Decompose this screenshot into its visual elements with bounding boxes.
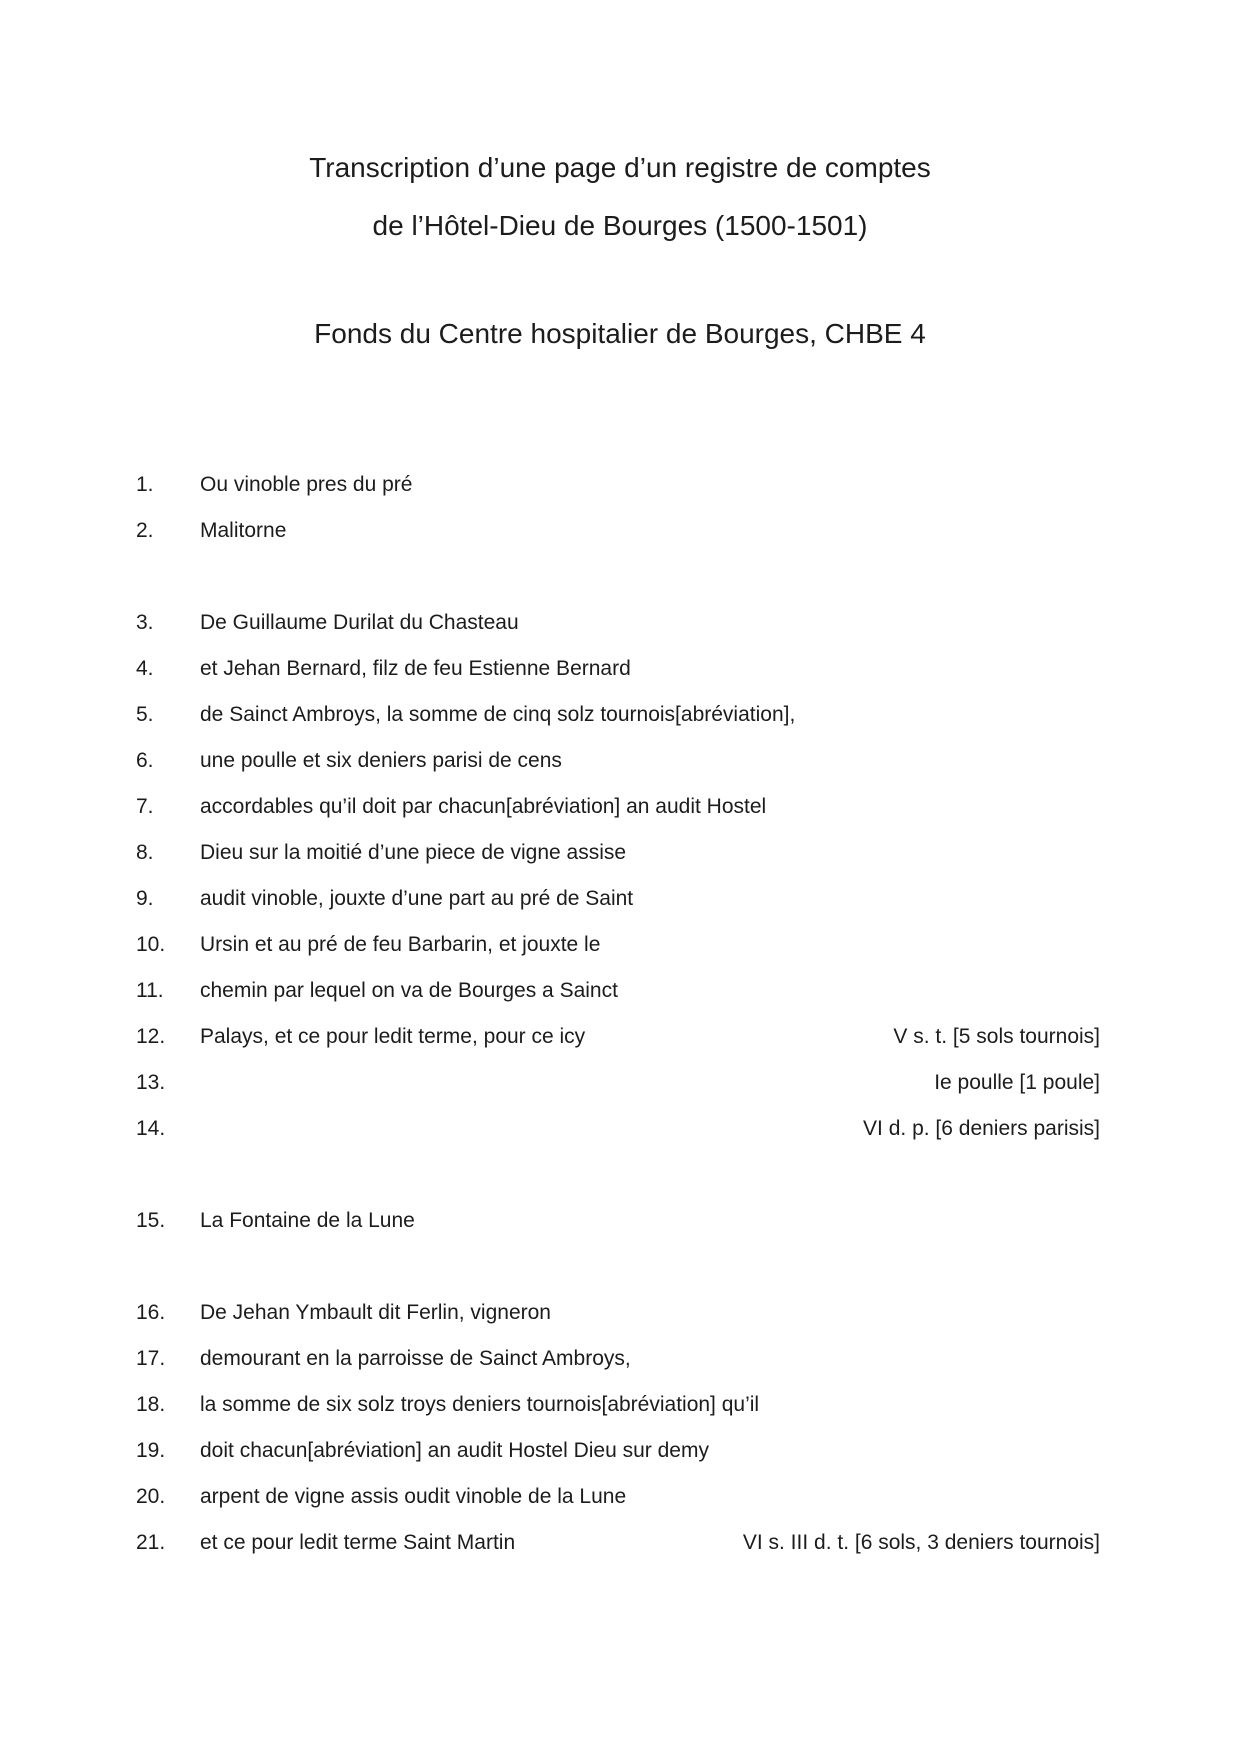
line-text: Dieu sur la moitié d’une piece de vigne assise	[200, 841, 627, 864]
transcription-line-1	[136, 470, 1100, 500]
document-title-line-1: Transcription d’une page d’un registre de comptes	[309, 152, 931, 183]
transcription-line-21	[136, 1528, 1100, 1558]
line-text: et Jehan Bernard, filz de feu Estienne Bernard	[200, 657, 631, 680]
transcription-line-12	[136, 1022, 1100, 1052]
line-number: 19.	[136, 1439, 166, 1462]
line-number: 20.	[136, 1485, 166, 1508]
line-text: La Fontaine de la Lune	[200, 1209, 415, 1232]
line-text: accordables qu’il doit par chacun[abréviation] an audit Hostel	[200, 795, 767, 818]
line-text: et ce pour ledit terme Saint Martin	[200, 1531, 516, 1554]
line-text: la somme de six solz troys deniers tournois[abréviation] qu’il	[200, 1393, 760, 1416]
line-number: 15.	[136, 1209, 166, 1232]
transcription-line-19	[136, 1436, 1100, 1466]
transcription-line-13	[136, 1068, 1100, 1098]
line-number: 8.	[136, 841, 154, 864]
document-subtitle: Fonds du Centre hospitalier de Bourges, CHBE 4	[314, 318, 926, 349]
transcription-line-14	[136, 1114, 1100, 1144]
line-number: 17.	[136, 1347, 166, 1370]
line-text: audit vinoble, jouxte d’une part au pré de Saint	[200, 887, 634, 910]
transcription-line-15	[136, 1206, 1100, 1236]
line-text: Ursin et au pré de feu Barbarin, et jouxte le	[200, 933, 601, 956]
line-number: 1.	[136, 473, 154, 496]
line-number: 3.	[136, 611, 154, 634]
line-number: 9.	[136, 887, 154, 910]
line-number: 16.	[136, 1301, 166, 1324]
transcription-line-10	[136, 930, 1100, 960]
line-amount: VI s. III d. t. [6 sols, 3 deniers tournois]	[742, 1531, 1100, 1554]
line-text: demourant en la parroisse de Sainct Ambroys,	[200, 1347, 631, 1370]
line-text: De Guillaume Durilat du Chasteau	[200, 611, 519, 634]
line-text: De Jehan Ymbault dit Ferlin, vigneron	[200, 1301, 551, 1324]
line-text: chemin par lequel on va de Bourges a Sainct	[200, 979, 618, 1002]
line-number: 6.	[136, 749, 154, 772]
document-title-line-2: de l’Hôtel-Dieu de Bourges (1500-1501)	[372, 210, 868, 241]
line-text: doit chacun[abréviation] an audit Hostel Dieu sur demy	[200, 1439, 709, 1462]
line-number: 14.	[136, 1117, 166, 1140]
transcription-line-17	[136, 1344, 1100, 1374]
line-number: 5.	[136, 703, 154, 726]
transcription-line-18	[136, 1390, 1100, 1420]
transcription-line-20	[136, 1482, 1100, 1512]
line-text: de Sainct Ambroys, la somme de cinq solz tournois[abréviation],	[200, 703, 796, 726]
line-text: Ou vinoble pres du pré	[200, 473, 413, 496]
line-number: 12.	[136, 1025, 166, 1048]
line-text: une poulle et six deniers parisi de cens	[200, 749, 562, 772]
transcription-line-11	[136, 976, 1100, 1006]
line-amount: Ie poulle [1 poule]	[934, 1071, 1100, 1094]
transcription-line-5	[136, 700, 1100, 730]
line-amount: V s. t. [5 sols tournois]	[893, 1025, 1100, 1048]
transcription-line-8	[136, 838, 1100, 868]
transcription-line-9	[136, 884, 1100, 914]
line-text: arpent de vigne assis oudit vinoble de la Lune	[200, 1485, 627, 1508]
transcription-line-7	[136, 792, 1100, 822]
line-number: 13.	[136, 1071, 166, 1094]
line-number: 2.	[136, 519, 154, 542]
line-number: 18.	[136, 1393, 166, 1416]
line-text: Palays, et ce pour ledit terme, pour ce icy	[200, 1025, 586, 1048]
line-number: 21.	[136, 1531, 166, 1554]
line-text: Malitorne	[200, 519, 287, 542]
line-number: 11.	[136, 979, 164, 1002]
line-number: 10.	[136, 933, 166, 956]
transcription-line-6	[136, 746, 1100, 776]
transcription-line-3	[136, 608, 1100, 638]
transcription-line-16	[136, 1298, 1100, 1328]
line-number: 4.	[136, 657, 154, 680]
transcription-line-2	[136, 516, 1100, 546]
line-number: 7.	[136, 795, 154, 818]
transcription-line-4	[136, 654, 1100, 684]
line-amount: VI d. p. [6 deniers parisis]	[863, 1117, 1100, 1140]
